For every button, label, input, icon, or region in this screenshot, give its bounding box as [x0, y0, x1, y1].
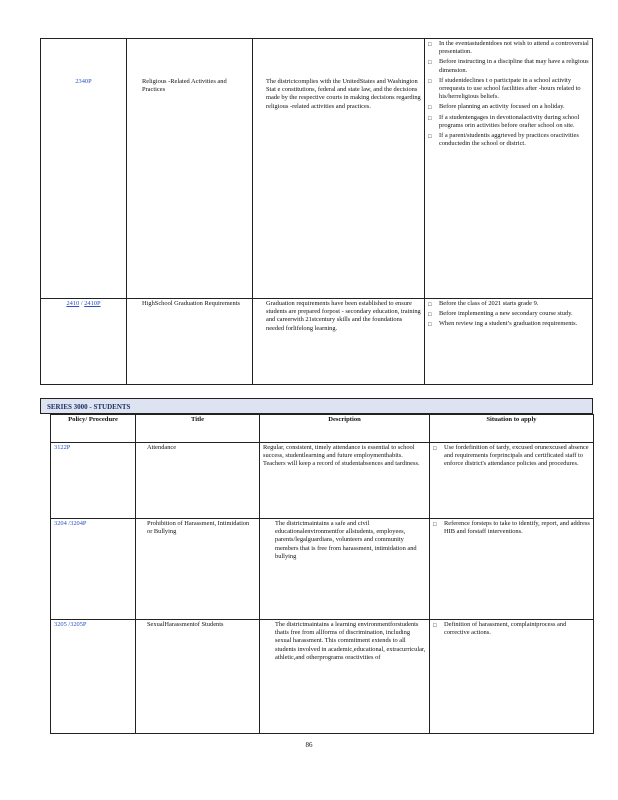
policy-description: The districtmaintains a safe and civil educationalenvironmentfor allstudents, employees, parents/legalguardians, volunteers and community members that is free from harassment, intimidation and bullying: [275, 520, 417, 560]
list-item: □ Before implementing a new secondary course study.: [428, 310, 573, 319]
list-item: □ Before planning an activity focused on a holiday.: [428, 103, 565, 112]
procedure-link[interactable]: 2410P: [84, 300, 101, 307]
table-row: [51, 443, 594, 519]
description-cell: [260, 620, 430, 734]
list-item: □ In the eventastudentdoes not wish to attend a controversial presentation.: [428, 40, 589, 56]
checkbox-bullet-icon: □: [428, 42, 432, 48]
list-item: □ When review ing a student’s graduation requirements.: [428, 320, 578, 329]
policy-title: SexualHarassmentof Students: [147, 621, 224, 628]
checkbox-bullet-icon: □: [428, 312, 432, 319]
table-row: [41, 39, 593, 299]
list-item: □ Before instructing in a discipline that may have a religious dimension.: [428, 58, 589, 74]
policy-link[interactable]: 2340P: [75, 78, 92, 85]
description-cell: [260, 443, 430, 519]
situation-cell: [430, 519, 594, 620]
column-header-policy: Policy/ Procedure: [51, 415, 136, 443]
page-number: 86: [305, 741, 313, 749]
policy-link[interactable]: 3122P: [54, 444, 71, 451]
column-header-description: Description: [260, 415, 430, 443]
policy-title: Prohibition of Harassment, Intimidation or Bullying: [147, 520, 250, 536]
table-header-row: [51, 415, 594, 443]
policy-title: HighSchool Graduation Requirements: [142, 300, 240, 307]
top-policy-table: [40, 38, 593, 385]
column-header-title: Title: [136, 415, 260, 443]
policy-description: The districtmaintains a learning environmentforstudents thatis free from allforms of discrimination, including sexual harassment. This commitment extends to all students involved in academic,educational, extracurricular, athletic,and otherprograms oractivities of: [275, 621, 426, 661]
table-row: [51, 620, 594, 734]
list-item: □ If a parent/studentis aggrieved by practices oractivities conductedin the school or district.: [428, 132, 579, 148]
policy-cell: [51, 620, 136, 734]
series-header: SERIES 3000 - STUDENTS: [40, 398, 593, 414]
situation-cell: [425, 39, 593, 299]
description-cell: [253, 39, 425, 299]
list-item: □ Definition of harassment, complaintprocess and corrective actions.: [433, 621, 567, 637]
list-item: □ If a studentengages in devotionalactivity during school programs orin activities before orafter school on site.: [428, 113, 580, 129]
description-cell: [253, 299, 425, 385]
list-item: □ If studentdeclines t o participate in a school activity orrequests to use school facilities after -hours related to his/herreligious beliefs.: [428, 76, 581, 101]
policy-title: Attendance: [147, 444, 177, 451]
checkbox-bullet-icon: □: [428, 105, 432, 112]
title-cell: [136, 519, 260, 620]
table-row: [51, 519, 594, 620]
checkbox-bullet-icon: □: [433, 446, 437, 452]
situation-cell: [425, 299, 593, 385]
title-cell: [136, 443, 260, 519]
list-item: □ Reference forsteps to take to identify, report, and address HIB and forstaff interventions.: [433, 520, 590, 536]
policy-title: Religious -Related Activities and Practices: [142, 78, 227, 94]
checkbox-bullet-icon: □: [428, 115, 432, 122]
checkbox-bullet-icon: □: [433, 522, 437, 528]
checkbox-bullet-icon: □: [428, 322, 432, 329]
checkbox-bullet-icon: □: [428, 78, 432, 85]
title-cell: [136, 620, 260, 734]
policy-description: The districtcomplies with the UnitedStates and Washington Stat e constitutions, federal and state law, and the decisions made by the respective courts in making decisions regarding religious -related activities and practices.: [266, 78, 421, 110]
checkbox-bullet-icon: □: [428, 302, 432, 308]
students-policy-table: [50, 414, 594, 734]
policy-cell: [51, 519, 136, 620]
table-row: [41, 299, 593, 385]
title-cell: [127, 299, 253, 385]
description-cell: [260, 519, 430, 620]
policy-description: Graduation requirements have been established to ensure students are prepared forpost - secondary education, training and careerwith 21stcentury skills and the foundations needed forlifelong learning.: [266, 300, 421, 332]
situation-cell: [430, 443, 594, 519]
policy-link[interactable]: 3204 /3204P: [54, 520, 87, 527]
policy-cell: 2410 / 2410P: [41, 299, 127, 385]
list-item: □ Use fordefinition of tardy, excused orunexcused absence and requirements forprincipals and certificated staff to enforce district's attendance policies and procedures.: [433, 444, 589, 468]
policy-link[interactable]: 2410: [66, 300, 80, 307]
policy-cell: [51, 443, 136, 519]
title-cell: [127, 39, 253, 299]
checkbox-bullet-icon: □: [428, 134, 432, 141]
policy-cell: [41, 39, 127, 299]
policy-link[interactable]: 3205 /3205P: [54, 621, 87, 628]
policy-description: Regular, consistent, timely attendance is essential to school success, studentlearning and future employmenthabits. Teachers will keep a record of studentabsences and tardiness.: [263, 444, 420, 468]
checkbox-bullet-icon: □: [428, 60, 432, 67]
column-header-situation: Situation to apply: [430, 415, 594, 443]
checkbox-bullet-icon: □: [433, 623, 437, 629]
list-item: □ Before the class of 2021 starts grade 9.: [428, 300, 539, 308]
situation-cell: [430, 620, 594, 734]
